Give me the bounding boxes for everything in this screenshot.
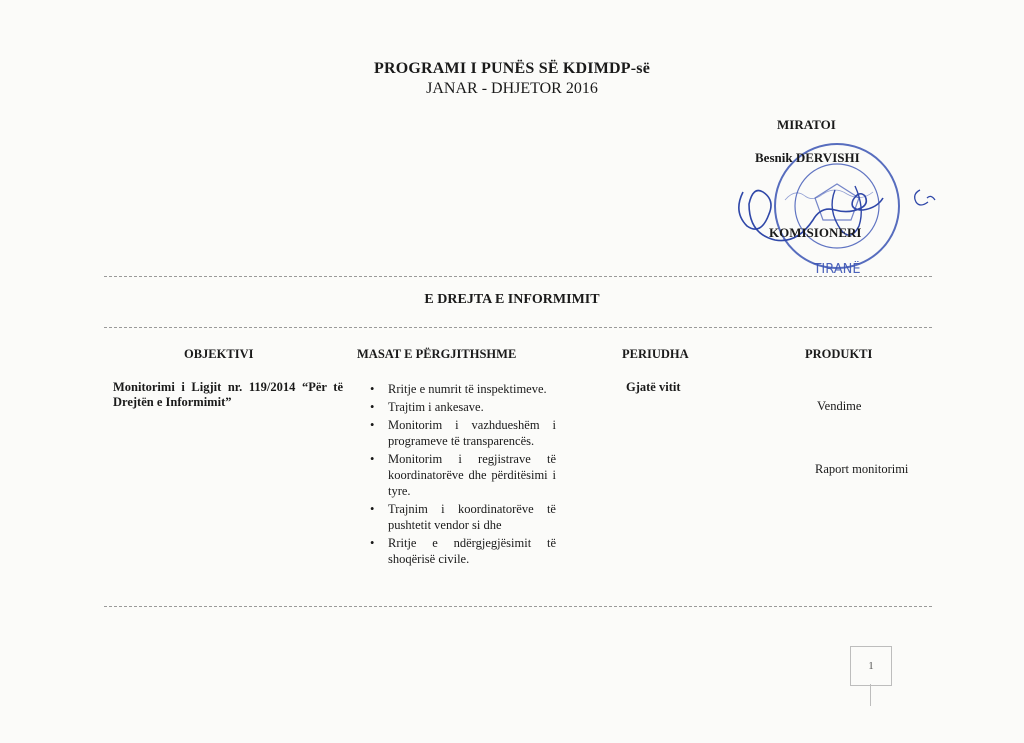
measure-item: • Trajnim i koordinatorëve të pushtetit vendor si dhe [366,501,556,533]
divider-section [104,327,932,328]
product-item: Raport monitorimi [815,462,909,476]
column-header-period: PERIUDHA [622,347,689,361]
objective-cell: Monitorimi i Ligjit nr. 119/2014 “Për të Drejtën e Informimit” [113,380,343,409]
divider-bottom [104,606,932,607]
measures-list [366,381,556,569]
section-title: E DREJTA E INFORMIMIT [424,292,600,307]
document-title: PROGRAMI I PUNËS SË KDIMDP-së [373,60,651,77]
measure-item: • Rritje e numrit të inspektimeve. [366,381,556,397]
column-header-product: PRODUKTI [805,347,873,361]
approver-name: Besnik DERVISHI [755,150,860,165]
product-item: Vendime [817,399,862,413]
measure-item: • Monitorim i vazhdueshëm i programeve të transparencës. [366,417,556,449]
column-header-objective: OBJEKTIVI [184,347,254,361]
period-cell: Gjatë vitit [626,380,681,394]
approver-role: KOMISIONERI [769,225,862,240]
divider-top [104,276,932,277]
page-number: 1 [850,646,892,686]
measure-item: • Monitorim i regjistrave të koordinatorëve dhe përditësimi i tyre. [366,451,556,499]
page-marker-line [870,684,871,706]
measure-item: • Trajtim i ankesave. [366,399,556,415]
approval-label: MIRATOI [777,117,836,132]
measure-item: • Rritje e ndërgjegjësimit të shoqërisë civile. [366,535,556,567]
document-subtitle: JANAR - DHJETOR 2016 [426,80,598,97]
stamp-bottom-text: TIRANË [813,262,861,277]
column-header-measures: MASAT E PËRGJITHSHME [357,347,517,361]
